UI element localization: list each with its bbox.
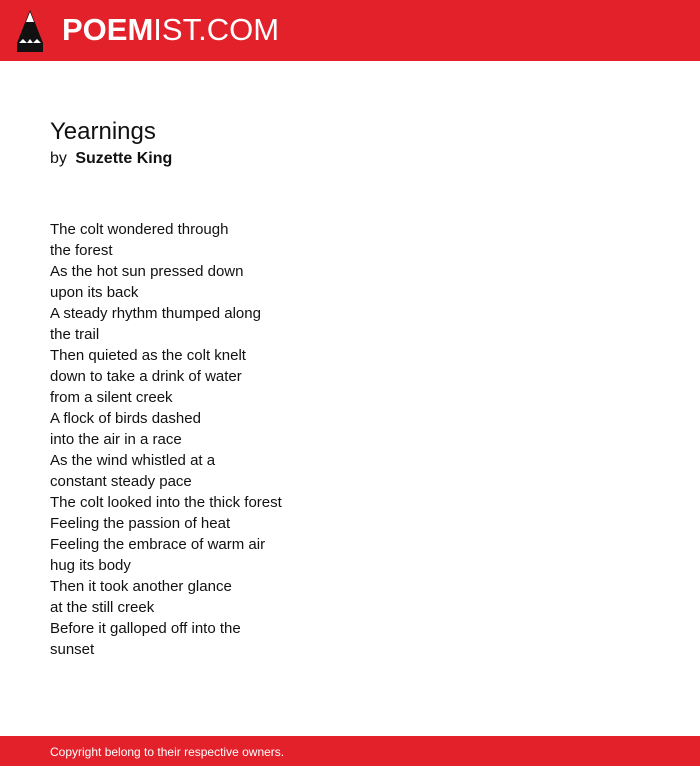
poem-line: Then it took another glance (50, 578, 232, 595)
site-footer (0, 736, 700, 766)
site-header (0, 0, 700, 61)
poem-byline (50, 149, 172, 169)
poem-line: into the air in a race (50, 431, 182, 448)
poem-line: hug its body (50, 557, 131, 574)
logo-bold-text: POEM (62, 12, 154, 47)
poem-line: down to take a drink of water (50, 368, 242, 385)
pencil-tip-icon[interactable] (17, 10, 43, 52)
poem-line: constant steady pace (50, 473, 192, 490)
poem-title: Yearnings (50, 118, 156, 145)
by-label: by (50, 150, 67, 167)
author-name[interactable]: Suzette King (75, 150, 173, 167)
poem-line: Feeling the passion of heat (50, 515, 231, 532)
site-logo[interactable] (62, 12, 279, 48)
poem-line: A flock of birds dashed (50, 410, 201, 427)
poem-line: the forest (50, 242, 113, 259)
poem-line: Feeling the embrace of warm air (50, 536, 266, 553)
poem-line: sunset (50, 641, 95, 658)
poem-line: As the wind whistled at a (50, 452, 216, 469)
poem-line: The colt wondered through (50, 221, 229, 238)
poem-body (50, 219, 282, 660)
poem-line: Then quieted as the colt knelt (50, 347, 246, 364)
poem-line: A steady rhythm thumped along (50, 305, 261, 322)
poem-line: Before it galloped off into the (50, 620, 241, 637)
poem-line: the trail (50, 326, 100, 343)
copyright-text: Copyright belong to their respective owners. (50, 745, 285, 759)
poem-line: As the hot sun pressed down (50, 263, 244, 280)
poem-line: upon its back (50, 284, 139, 301)
poem-line: at the still creek (50, 599, 155, 616)
poem-line: The colt looked into the thick forest (50, 494, 282, 511)
logo-light-text: IST.COM (153, 12, 280, 47)
poem-line: from a silent creek (50, 389, 173, 406)
